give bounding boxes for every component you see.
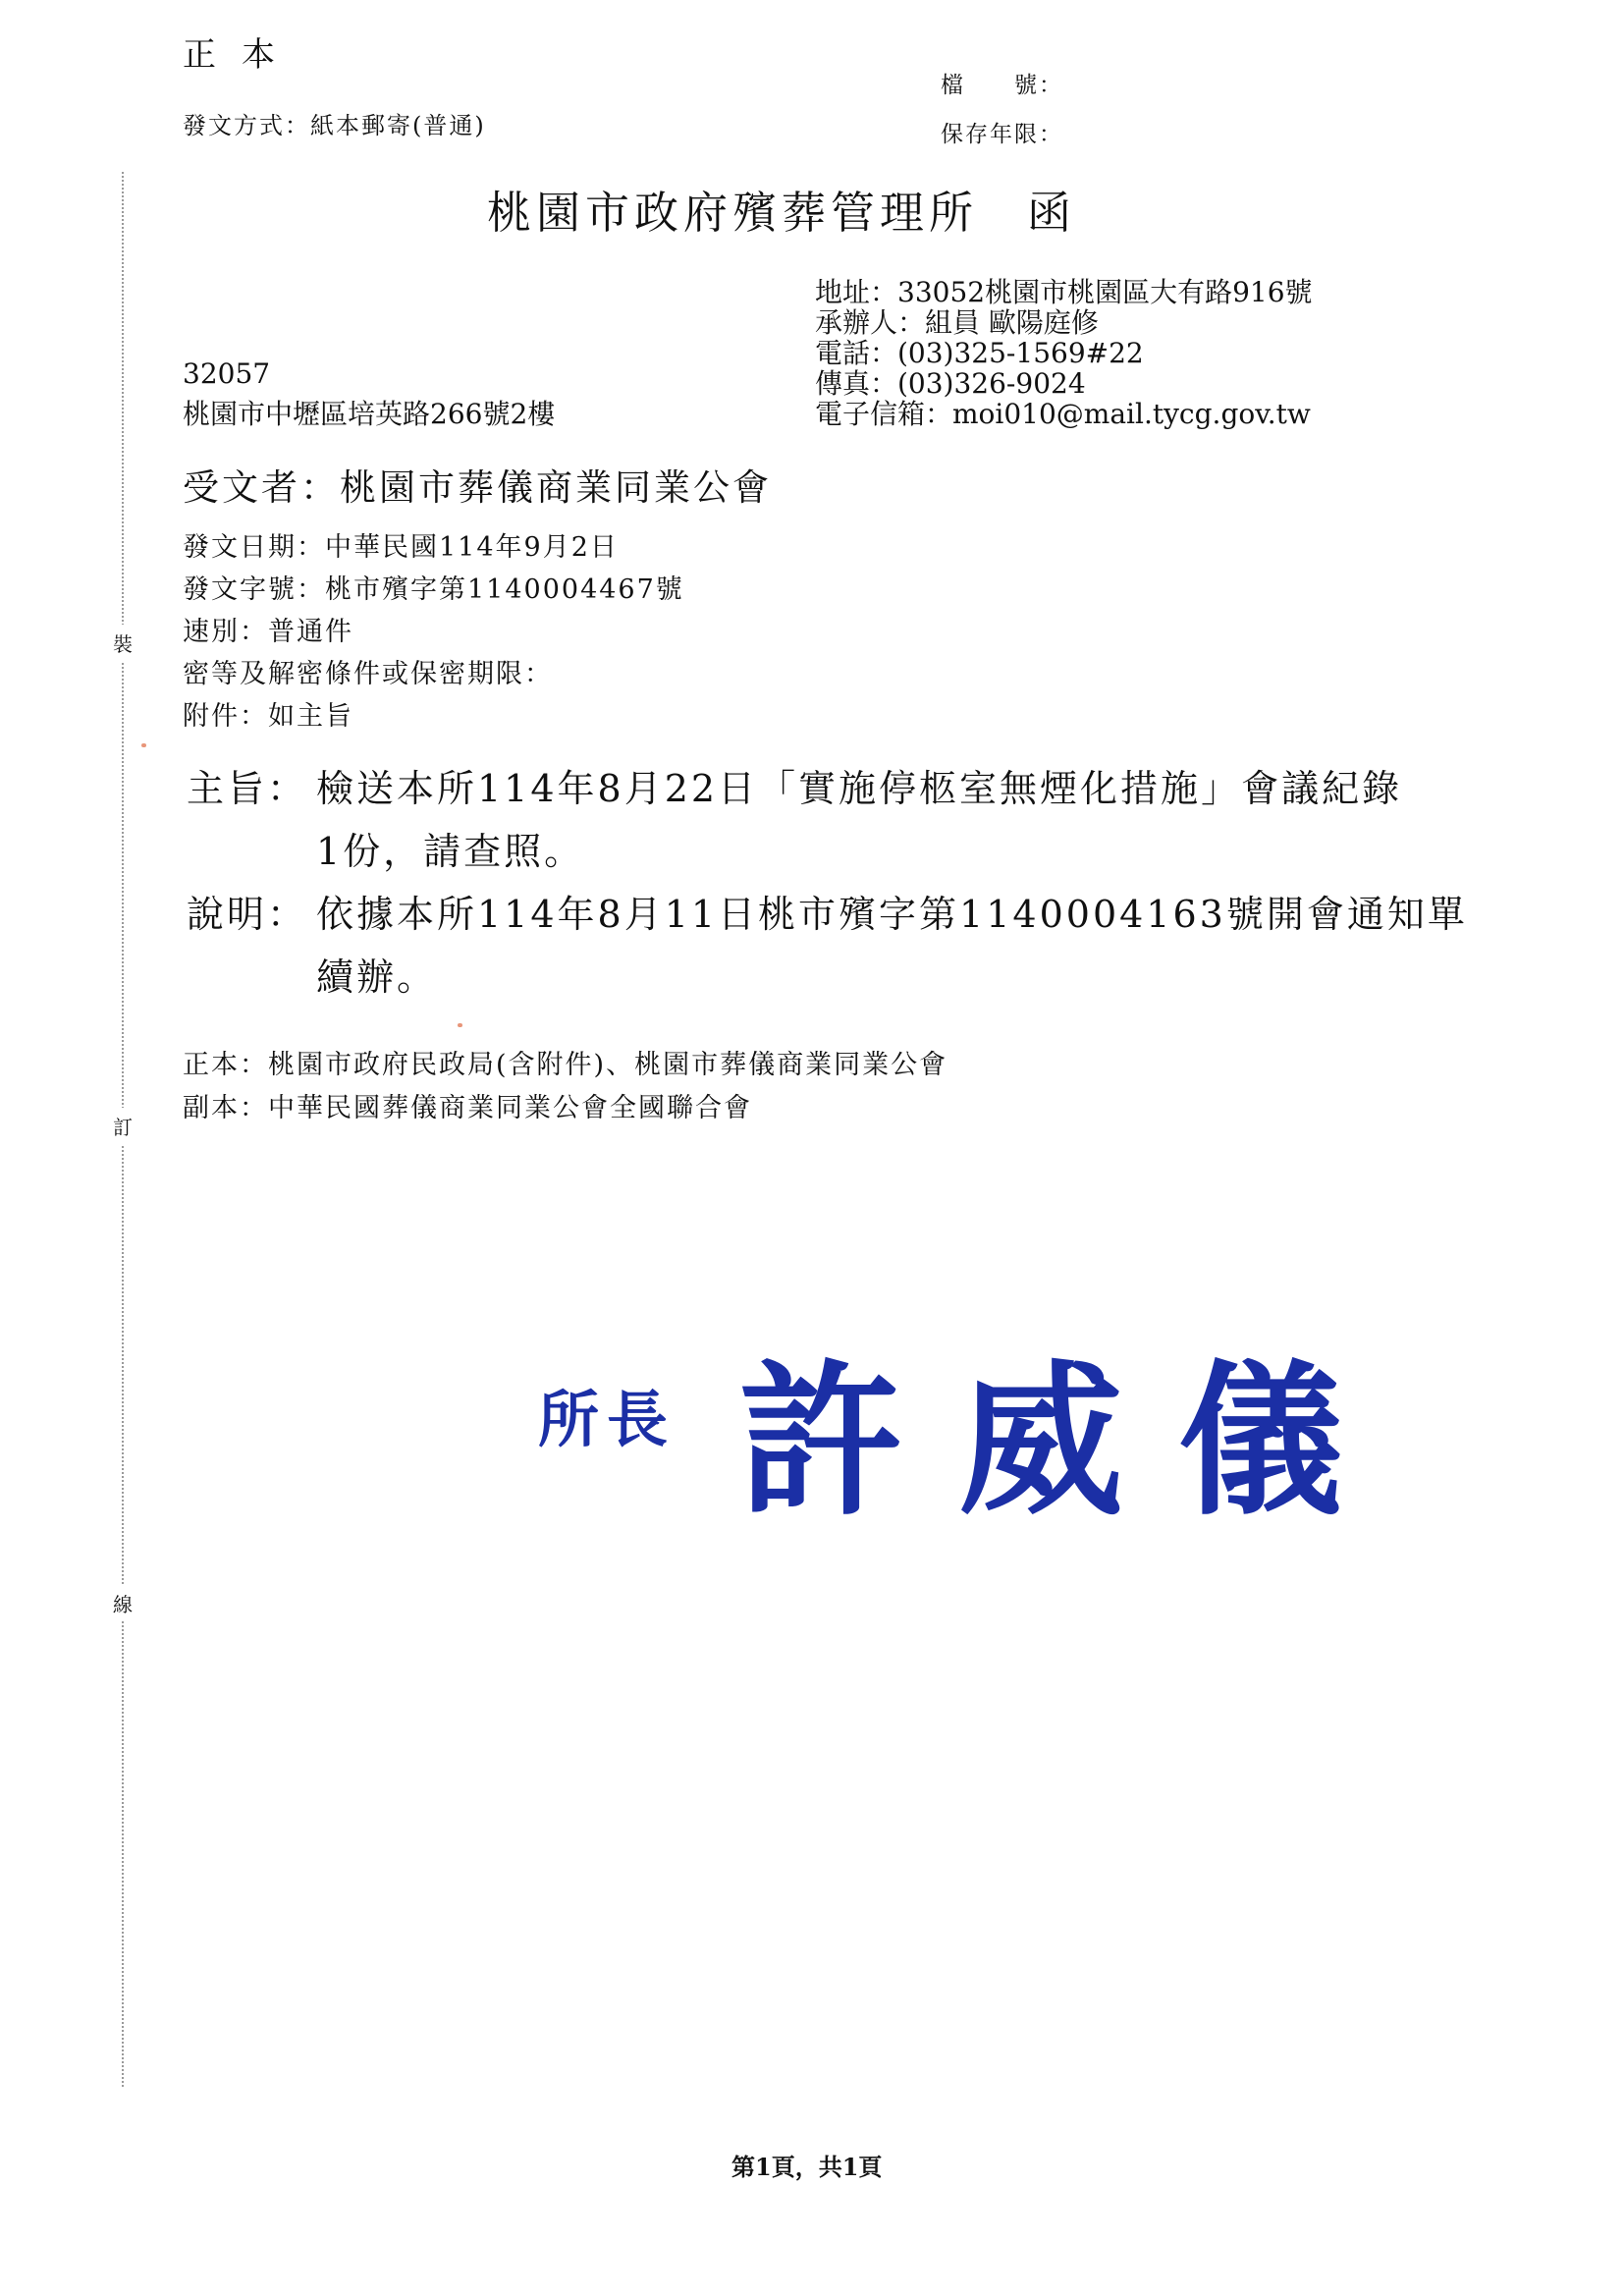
signature-name: 許威儀 [738, 1345, 1398, 1538]
explanation-label: 說明： [187, 893, 308, 936]
subject-text-line2: 1份，請查照。 [316, 830, 585, 873]
receiver-address: 桃園市中壢區培英路266號2樓 [183, 398, 556, 430]
scan-speck [458, 1023, 462, 1027]
receiver-zip: 32057 [183, 357, 271, 390]
sender-address: 地址：33052桃園市桃園區大有路916號 [815, 276, 1313, 308]
signature-title: 所長 [538, 1384, 677, 1455]
file-number-label: 檔 號： [941, 73, 1063, 98]
subject-label: 主旨： [187, 767, 308, 810]
secrecy-level: 密等及解密條件或保密期限： [183, 659, 553, 689]
sender-email: 電子信箱：moi010@mail.tycg.gov.tw [815, 398, 1311, 430]
binding-mark-zhuang: 裝 [111, 625, 135, 661]
retention-period-label: 保存年限： [941, 122, 1063, 147]
original-recipients: 正本：桃園市政府民政局(含附件)、桃園市葬儀商業同業公會 [183, 1050, 948, 1080]
delivery-speed: 速別：普通件 [183, 617, 353, 647]
explanation-text-line1: 依據本所114年8月11日桃市殯字第1140004163號開會通知單 [316, 893, 1468, 936]
document-number: 發文字號：桃市殯字第1140004467號 [183, 574, 684, 605]
page-number: 第1頁，共1頁 [731, 2153, 883, 2181]
binding-mark-xian: 線 [111, 1585, 135, 1621]
document-title: 桃園市政府殯葬管理所 函 [487, 187, 1077, 239]
sender-phone: 電話：(03)325-1569#22 [815, 337, 1144, 369]
send-method: 發文方式：紙本郵寄(普通) [183, 112, 486, 139]
explanation-text-line2: 續辦。 [316, 956, 438, 999]
scan-speck [141, 743, 146, 747]
copy-recipients: 副本：中華民國葬儀商業同業公會全國聯合會 [183, 1093, 752, 1123]
issue-date: 發文日期：中華民國114年9月2日 [183, 532, 619, 563]
copy-type-label: 正本 [183, 35, 300, 75]
sender-handler: 承辦人：組員 歐陽庭修 [815, 306, 1099, 339]
attachment-note: 附件：如主旨 [183, 701, 353, 732]
subject-text-line1: 檢送本所114年8月22日「實施停柩室無煙化措施」會議紀錄 [316, 767, 1403, 810]
recipient: 受文者：桃園市葬儀商業同業公會 [183, 466, 772, 509]
sender-fax: 傳真：(03)326-9024 [815, 367, 1086, 400]
sender-info [815, 277, 1313, 429]
binding-mark-ding: 訂 [111, 1108, 135, 1144]
